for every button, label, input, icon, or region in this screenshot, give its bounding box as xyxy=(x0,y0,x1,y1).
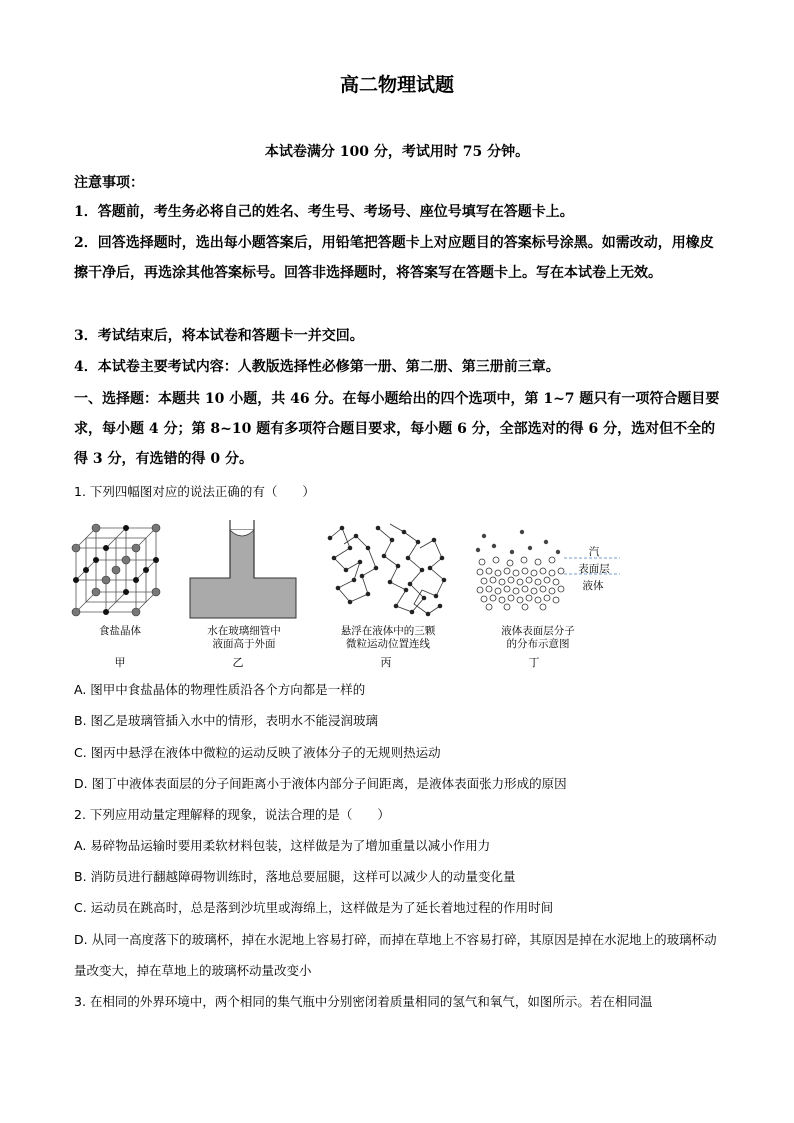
question-2-option: B. 消防员进行翻越障碍物训练时，落地总要屈腿，这样可以减少人的动量变化量 xyxy=(74,869,516,884)
figure-caption: 液体表面层分子 的分布示意图 xyxy=(501,625,575,650)
note-item: 4．本试卷主要考试内容：人教版选择性必修第一册、第二册、第三册前三章。 xyxy=(74,359,560,375)
question-1-option: C. 图丙中悬浮在液体中微粒的运动反映了液体分子的无规则热运动 xyxy=(74,745,441,760)
question-1-stem: 1. 下列四幅图对应的说法正确的有（ ） xyxy=(74,484,315,499)
section-heading: 一、选择题：本题共 10 小题，共 46 分。在每小题给出的四个选项中，第 1~7 题只有一项符合题目要求，每小题 4 分；第 8~10 题有多项符合题目要求，每小题 6 分，全部选对的得 6 分，选对但不全的得 3 分，有选错的得 0 分。 xyxy=(74,391,720,467)
figure-caption: 悬浮在液体中的三颗 微粒运动位置连线 xyxy=(340,625,436,650)
question-1-option: A. 图甲中食盐晶体的物理性质沿各个方向都是一样的 xyxy=(74,682,366,697)
surface-layer-label: 表面层 xyxy=(578,563,610,575)
page-title: 高二物理试题 xyxy=(339,74,454,96)
brownian-motion-figure xyxy=(320,518,450,618)
question-3-stem: 3. 在相同的外界环境中，两个相同的集气瓶中分别密闭着质量相同的氢气和氧气，如图所示。若在相同温 xyxy=(74,994,653,1009)
exam-info: 本试卷满分 100 分，考试用时 75 分钟。 xyxy=(264,144,530,160)
question-2-option: D. 从同一高度落下的玻璃杯，掉在水泥地上容易打碎，而掉在草地上不容易打碎，其原因是掉在水泥地上的玻璃杯动量改变大，掉在草地上的玻璃杯动量改变小 xyxy=(74,932,717,978)
note-item: 1．答题前，考生务必将自己的姓名、考生号、考场号、座位号填写在答题卡上。 xyxy=(74,204,574,220)
gas-label: 汽 xyxy=(588,546,600,558)
question-2-option: A. 易碎物品运输时要用柔软材料包装，这样做是为了增加重量以减小作用力 xyxy=(74,838,491,853)
capillary-tube-figure xyxy=(188,520,300,620)
question-1-option: B. 图乙是玻璃管插入水中的情形，表明水不能浸润玻璃 xyxy=(74,713,379,728)
notes-heading: 注意事项： xyxy=(74,175,144,191)
question-2-option: C. 运动员在跳高时，总是落到沙坑里或海绵上，这样做是为了延长着地过程的作用时间 xyxy=(74,900,554,915)
figure-mark: 丁 xyxy=(528,656,540,669)
figure-caption: 水在玻璃细管中 液面高于外面 xyxy=(207,625,281,650)
question-2-stem: 2. 下列应用动量定理解释的现象，说法合理的是（ ） xyxy=(74,807,390,822)
salt-crystal-figure xyxy=(68,520,168,620)
figure-mark: 甲 xyxy=(114,656,126,669)
liquid-label: 液体 xyxy=(582,580,604,592)
note-item: 3．考试结束后，将本试卷和答题卡一并交回。 xyxy=(74,328,364,344)
figure-mark: 丙 xyxy=(380,656,392,669)
question-1-option: D. 图丁中液体表面层的分子间距离小于液体内部分子间距离，是液体表面张力形成的原因 xyxy=(74,776,567,791)
figure-caption: 食盐晶体 xyxy=(99,625,141,637)
figure-mark: 乙 xyxy=(232,656,244,669)
note-item: 2．回答选择题时，选出每小题答案后，用铅笔把答题卡上对应题目的答案标号涂黑。如需改动，用橡皮擦干净后，再选涂其他答案标号。回答非选择题时，将答案写在答题卡上。写在本试卷上无效。 xyxy=(74,235,714,281)
